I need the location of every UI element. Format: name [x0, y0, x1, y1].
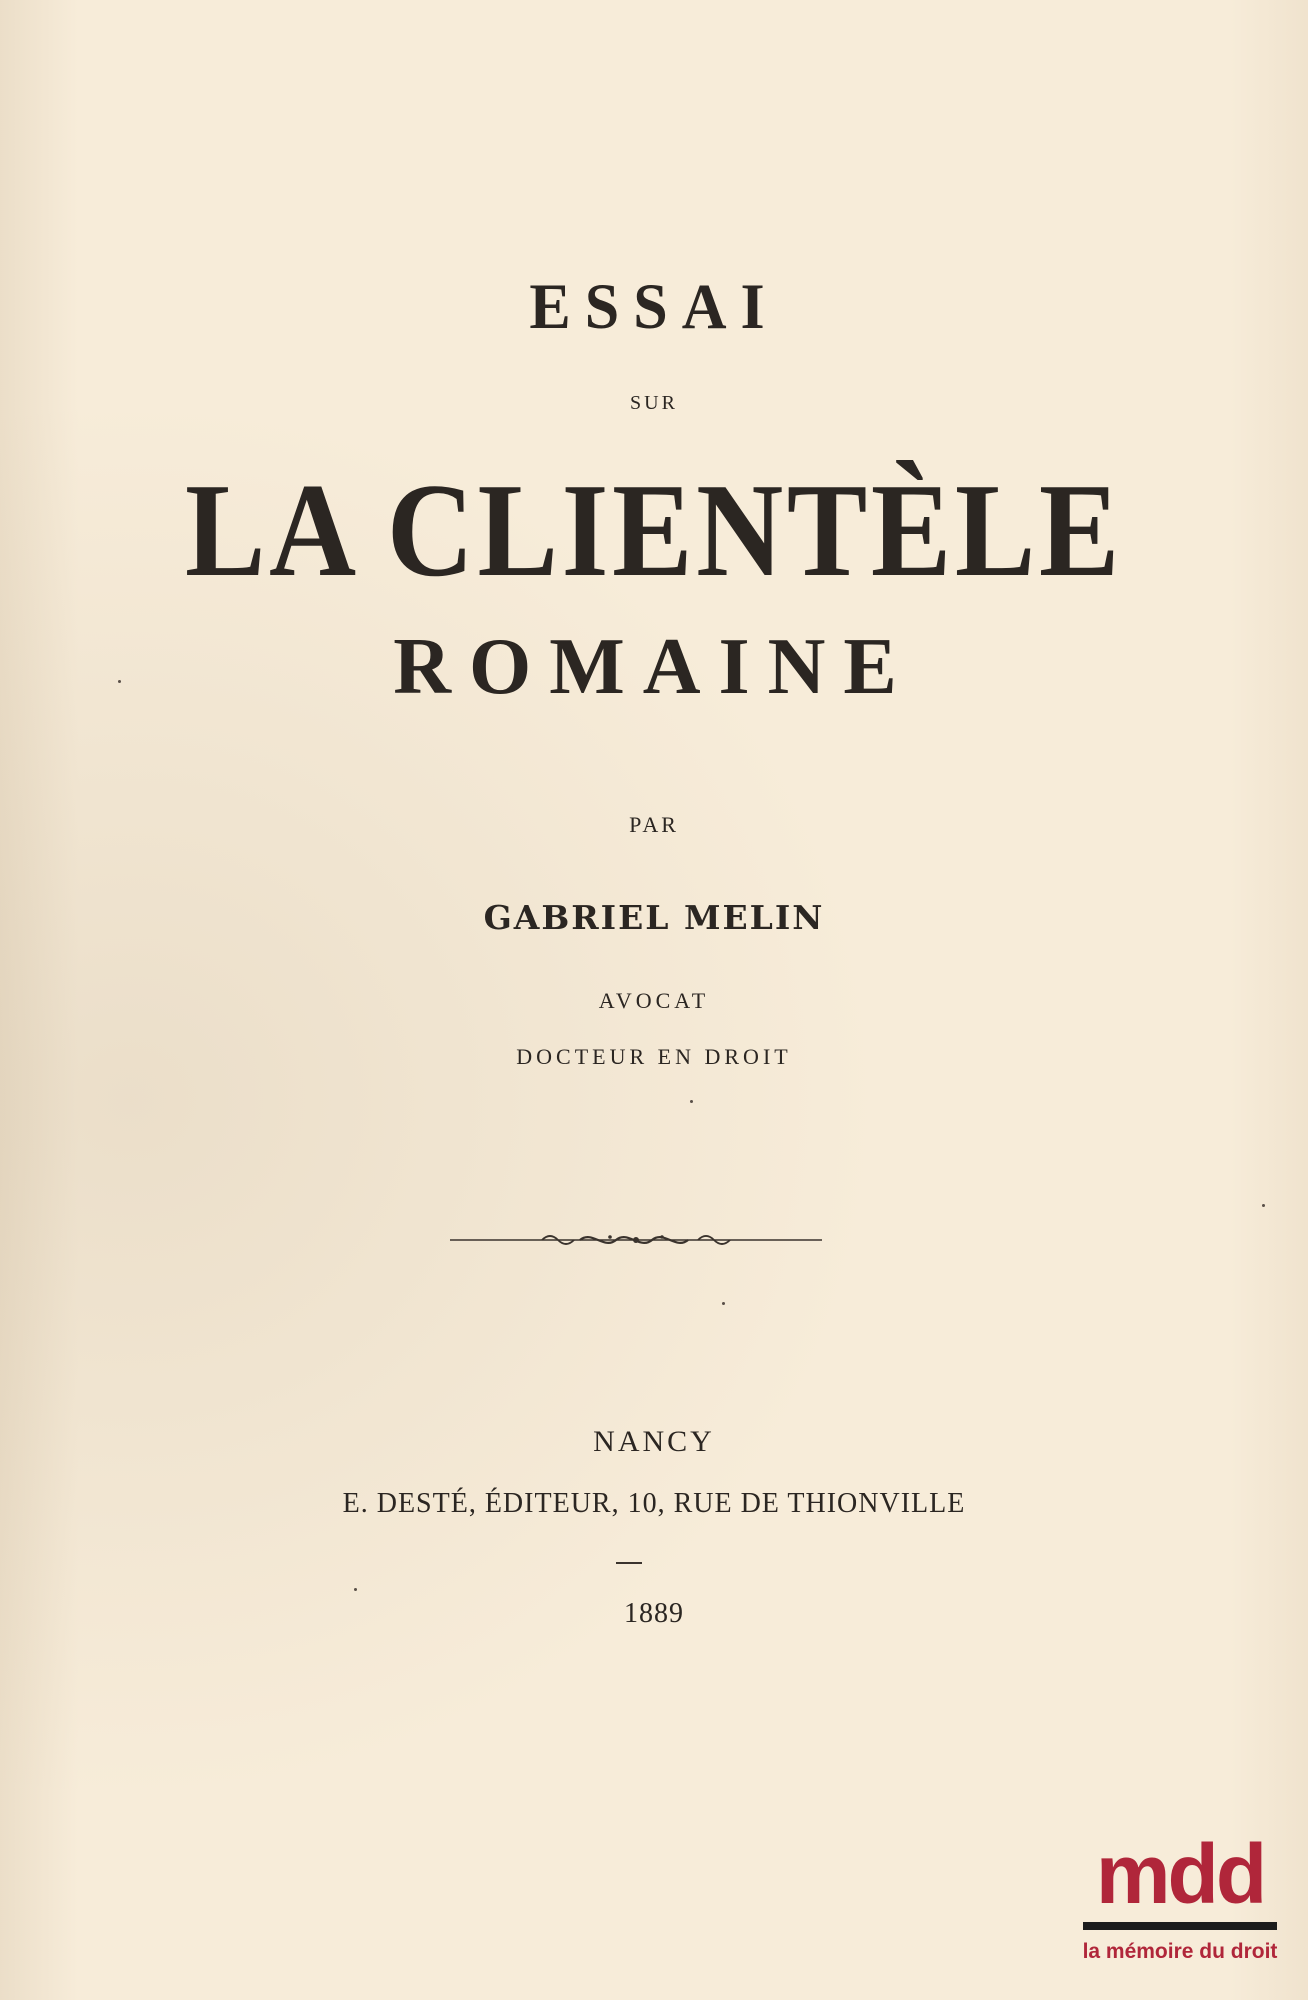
paper-speck [690, 1100, 693, 1103]
mdd-logo [1075, 1827, 1285, 1982]
author-degree: DOCTEUR EN DROIT [516, 1044, 792, 1069]
author-role: AVOCAT [598, 988, 710, 1013]
title-connector: SUR [630, 392, 678, 414]
title-essai: ESSAI [529, 271, 779, 343]
logo-wordmark: mdd [1095, 1827, 1265, 1921]
publication-year: 1889 [624, 1598, 684, 1629]
ornament-divider-icon [450, 1228, 822, 1252]
by-label: PAR [629, 812, 679, 837]
logo-caption: la mémoire du droit [1082, 1940, 1278, 1963]
paper-speck [1262, 1204, 1265, 1207]
logo-underline [1083, 1922, 1277, 1930]
publication-city: NANCY [593, 1425, 715, 1458]
paper-speck [354, 1588, 357, 1591]
main-title: LA CLIENTÈLE [185, 456, 1123, 604]
paper-speck [118, 680, 121, 683]
main-title-subline: ROMAINE [393, 623, 915, 711]
paper-speck [722, 1302, 725, 1305]
divider-dash [616, 1562, 642, 1564]
publisher-line: E. DESTÉ, ÉDITEUR, 10, RUE DE THIONVILLE [342, 1488, 966, 1519]
author-name: GABRIEL MELIN [483, 898, 825, 937]
